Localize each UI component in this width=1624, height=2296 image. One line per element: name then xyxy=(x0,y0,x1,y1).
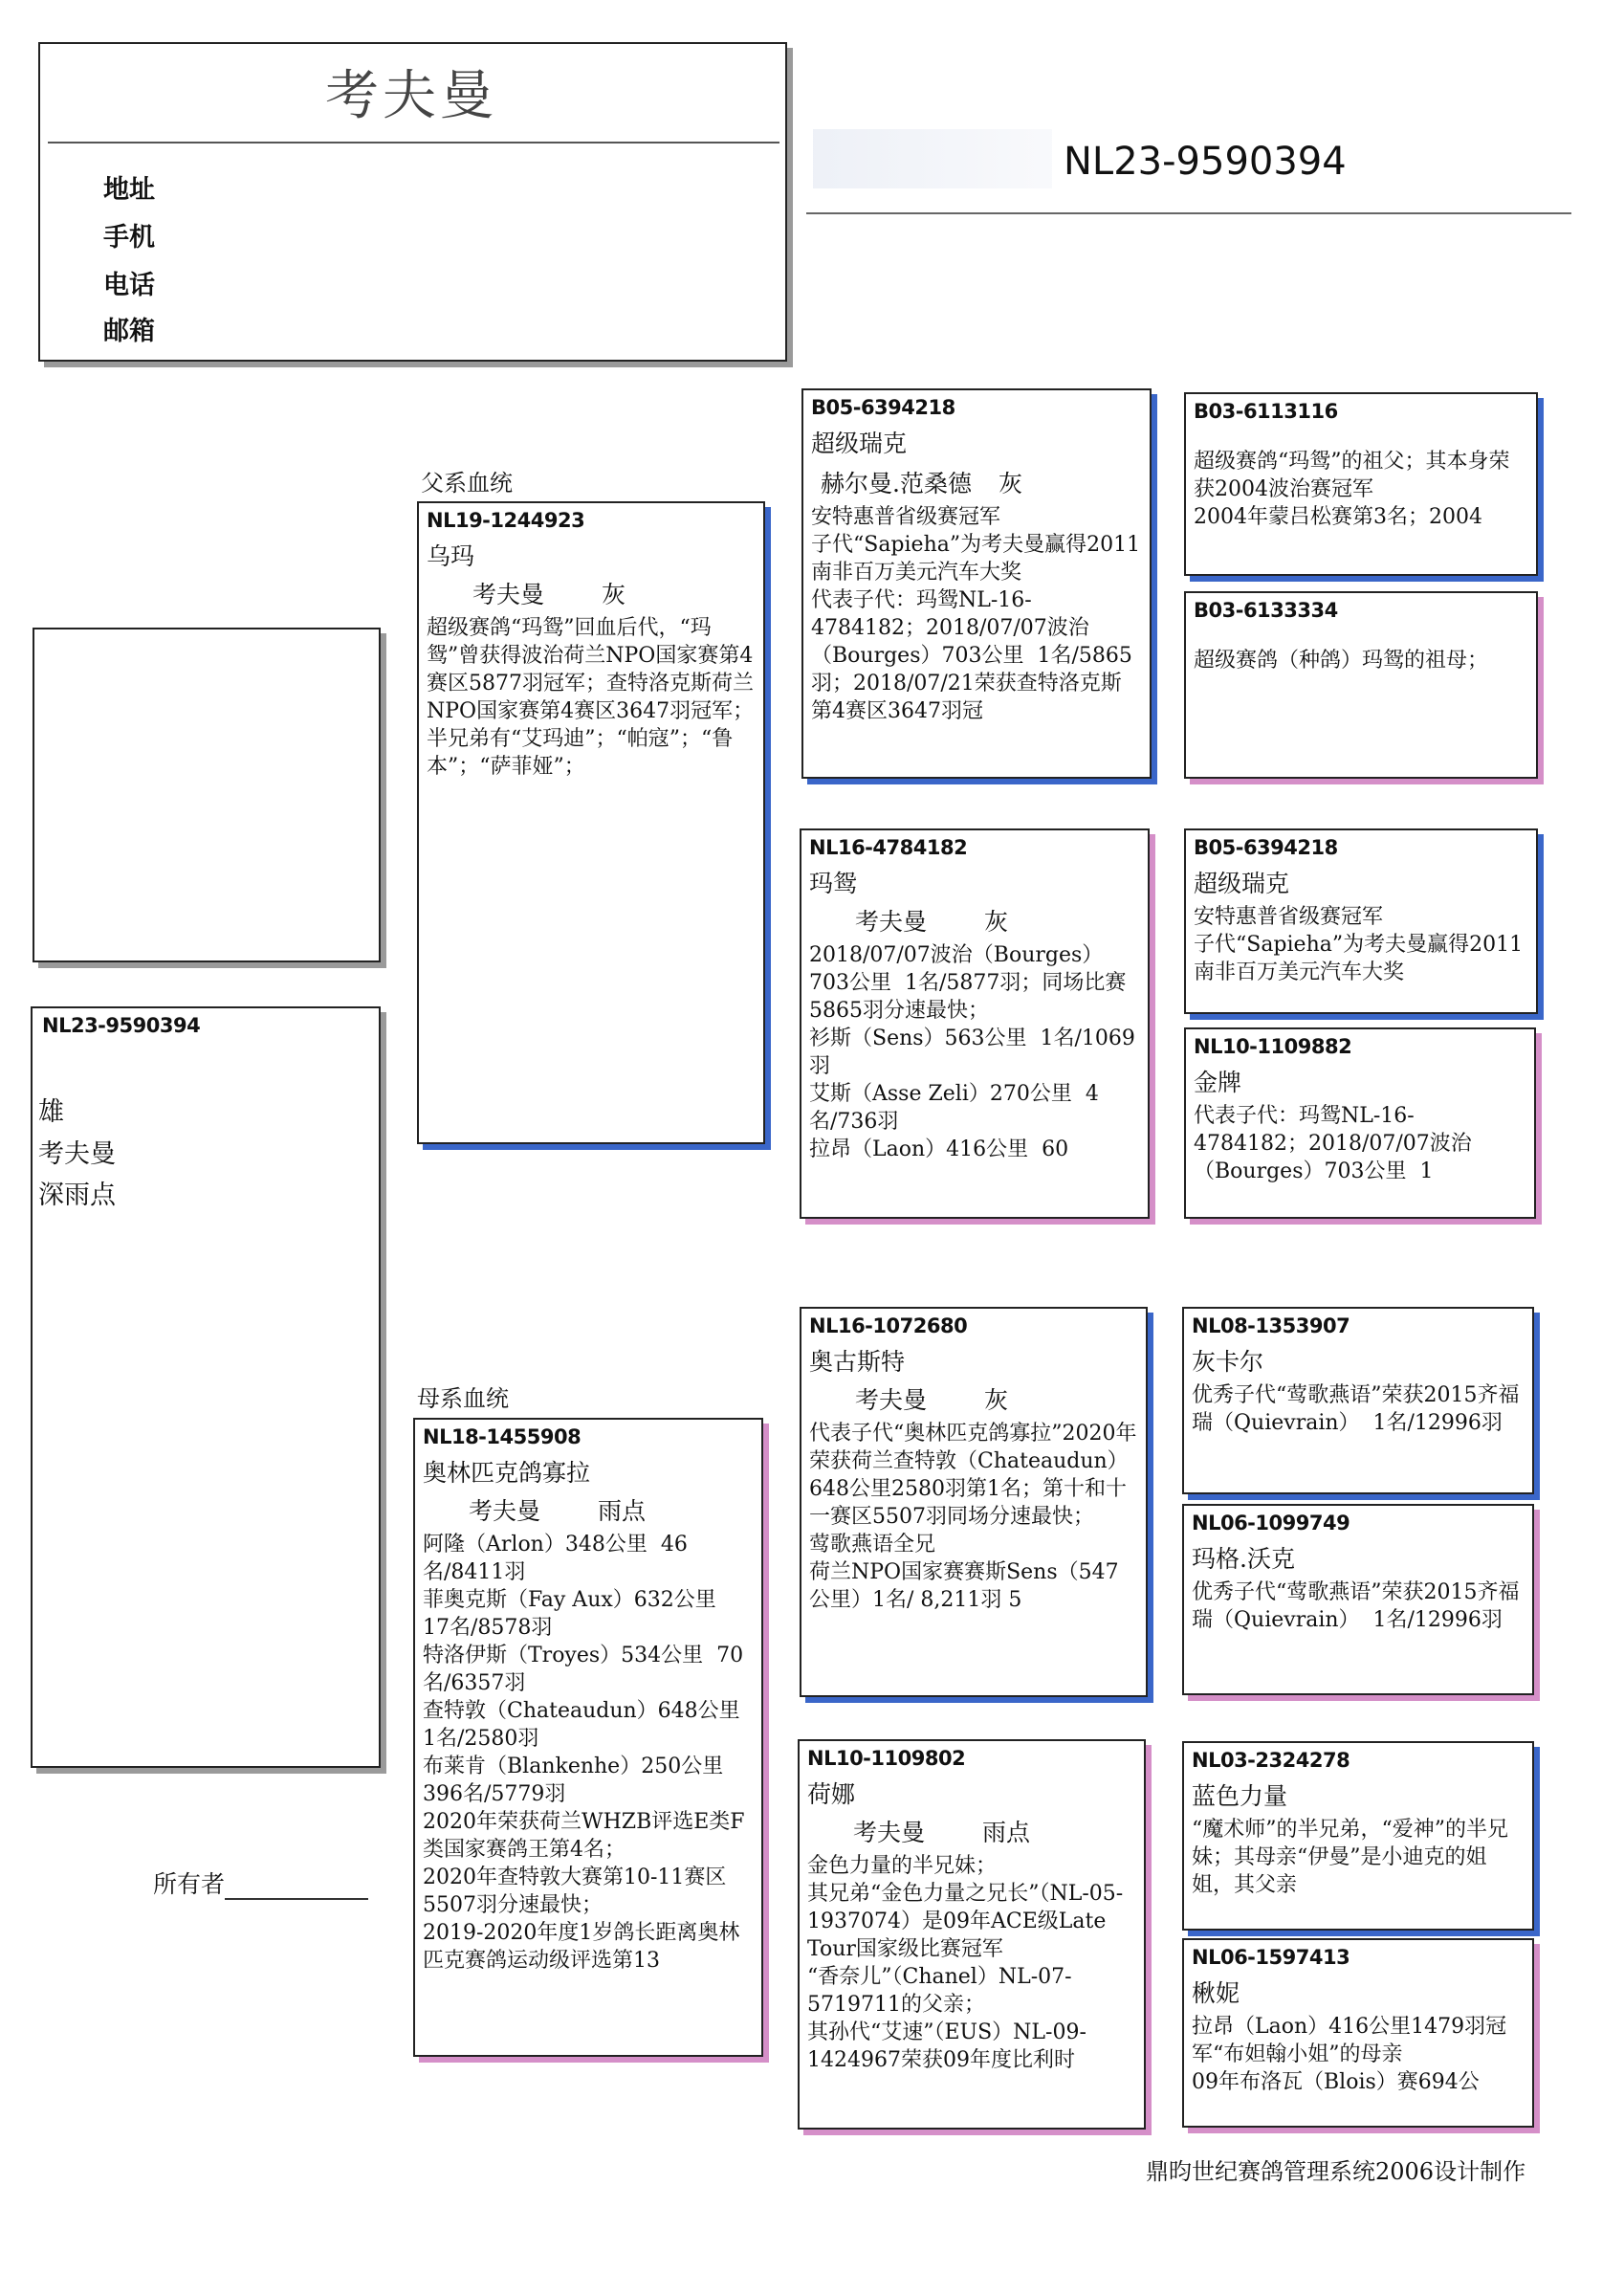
dss-ring: NL08-1353907 xyxy=(1192,1314,1350,1337)
ssd-ring: B03-6133334 xyxy=(1194,599,1338,622)
sire-sire-box xyxy=(801,388,1152,779)
dam-owner-row xyxy=(415,1489,761,1527)
ss-ring: B05-6394218 xyxy=(811,396,955,419)
dam-breeder: 考夫曼 xyxy=(469,1497,541,1525)
sd-ring: NL16-4784182 xyxy=(809,836,968,859)
dam-color: 雨点 xyxy=(598,1497,647,1525)
sdd-name: 金牌 xyxy=(1194,1069,1242,1096)
ds-breeder: 考夫曼 xyxy=(855,1386,928,1414)
sd-breeder: 考夫曼 xyxy=(855,908,928,936)
header-divider xyxy=(48,142,779,144)
ds-color: 灰 xyxy=(984,1386,1009,1414)
subject-sex: 雄 xyxy=(38,1097,64,1127)
footer-credit: 鼎昀世纪赛鸽管理系统2006设计制作 xyxy=(1146,2158,1526,2185)
sds-box xyxy=(1184,828,1538,1014)
subject-color: 深雨点 xyxy=(38,1181,116,1210)
dds-description: “魔术师”的半兄弟，“爱神”的半兄妹；其母亲“伊曼”是小迪克的姐姐，其父亲 xyxy=(1192,1818,1508,1897)
ds-ring: NL16-1072680 xyxy=(809,1314,968,1337)
phone-label: 电话 xyxy=(103,271,155,300)
sds-name: 超级瑞克 xyxy=(1194,870,1290,897)
ssd-description: 超级赛鸽（种鸽）玛鸳的祖母； xyxy=(1194,649,1489,673)
sd-owner-row xyxy=(801,899,1148,938)
ring-underline xyxy=(806,212,1571,214)
dsd-ring: NL06-1099749 xyxy=(1192,1512,1350,1534)
sire-box xyxy=(417,501,765,1144)
photo-box xyxy=(33,628,381,962)
ddd-ring: NL06-1597413 xyxy=(1192,1946,1350,1969)
owner-underline xyxy=(225,1898,368,1900)
dam-line-label: 母系血统 xyxy=(417,1385,509,1412)
subject-ring: NL23-9590394 xyxy=(42,1014,201,1037)
ddd-name: 楸妮 xyxy=(1192,1979,1240,2007)
dd-name: 荷娜 xyxy=(807,1780,856,1808)
ss-breeder: 赫尔曼.范桑德 xyxy=(821,470,972,497)
ds-description: 代表子代“奥林匹克鸽寡拉”2020年荣获荷兰查特敦（Chateaudun）648公里2580羽第1名；第十和十一赛区5507羽同场分速最快； 莺歌燕语全兄 荷兰NPO国家赛赛斯Sens（547 公里）1名/ 8,211羽 5 xyxy=(809,1422,1137,1612)
dsd-box xyxy=(1182,1504,1534,1695)
sd-description: 2018/07/07波治（Bourges）703公里 1名/5877羽；同场比赛5865羽分速最快； 衫斯（Sens）563公里 1名/1069羽 艾斯（Asse Zeli）270公里 4名/736羽 拉昂（Laon）416公里 60 xyxy=(809,943,1135,1161)
sire-dam-box xyxy=(800,828,1150,1219)
dam-box xyxy=(413,1418,763,2057)
scan-smudge xyxy=(813,129,1052,188)
sire-owner-row xyxy=(419,572,763,610)
sdd-description: 代表子代：玛鸳NL-16-4784182；2018/07/07波治（Bourges）703公里 1 xyxy=(1194,1104,1472,1183)
sire-line-label: 父系血统 xyxy=(421,470,513,497)
dsd-description: 优秀子代“莺歌燕语”荣获2015齐福瑞（Quievrain） 1名/12996羽 xyxy=(1192,1580,1520,1632)
dd-ring: NL10-1109802 xyxy=(807,1747,966,1770)
dd-breeder: 考夫曼 xyxy=(853,1819,926,1846)
sire-description: 超级赛鸽“玛鸳”回血后代，“玛鸳”曾获得波治荷兰NPO国家赛第4赛区5877羽冠军；查特洛克斯荷兰NPO国家赛第4赛区3647羽冠军； 半兄弟有“艾玛迪”；“帕寇”；“鲁本”；“萨菲娅”； xyxy=(427,616,755,779)
sss-ring: B03-6113116 xyxy=(1194,400,1338,423)
dds-name: 蓝色力量 xyxy=(1192,1782,1288,1810)
dsd-name: 玛格.沃克 xyxy=(1192,1545,1295,1573)
sire-color: 灰 xyxy=(602,581,626,608)
ss-color: 灰 xyxy=(998,470,1022,497)
pigeon-ring-number: NL23-9590394 xyxy=(1064,140,1347,184)
ss-description: 安特惠普省级赛冠军 子代“Sapieha”为考夫曼赢得2011南非百万美元汽车大奖 代表子代：玛鸳NL-16-4784182；2018/07/07波治（Bourges）703公里 1名/5865羽；2018/07/21荣获查特洛克斯第4赛区3647羽冠 xyxy=(811,505,1141,723)
ss-name: 超级瑞克 xyxy=(811,430,908,457)
email-label: 邮箱 xyxy=(103,317,155,346)
dd-owner-row xyxy=(800,1810,1144,1848)
dam-description: 阿隆（Arlon）348公里 46名/8411羽 菲奥克斯（Fay Aux）632公里 17名/8578羽 特洛伊斯（Troyes）534公里 70名/6357羽 查特敦（Chateaudun）648公里 1名/2580羽 布莱肯（Blankenhe）250公里 396名/5779羽 2020年荣获荷兰WHZB评选E类F类国家赛鸽王第4名； 2020年查特敦大赛第10-11赛区5507羽分速最快； 2019-2020年度1岁鸽长距离奥林匹克赛鸽运动级评选第13 xyxy=(423,1533,745,1973)
dd-color: 雨点 xyxy=(982,1819,1031,1846)
sdd-ring: NL10-1109882 xyxy=(1194,1035,1352,1058)
breeder-name: 考夫曼 xyxy=(325,65,497,127)
dam-ring: NL18-1455908 xyxy=(423,1425,582,1448)
subject-box xyxy=(31,1006,381,1768)
dss-name: 灰卡尔 xyxy=(1192,1348,1264,1376)
dam-name: 奥林匹克鸽寡拉 xyxy=(423,1459,591,1487)
ss-owner-row xyxy=(803,459,1150,499)
owner-label: 所有者 xyxy=(153,1870,226,1898)
owner-line xyxy=(153,1866,368,1900)
sds-description: 安特惠普省级赛冠军 子代“Sapieha”为考夫曼赢得2011南非百万美元汽车大奖 xyxy=(1194,905,1524,984)
sss-box xyxy=(1184,392,1538,576)
sss-description: 超级赛鸽“玛鸳”的祖父；其本身荣获2004波治赛冠军 2004年蒙吕松赛第3名；2004 xyxy=(1194,450,1510,529)
dss-description: 优秀子代“莺歌燕语”荣获2015齐福瑞（Quievrain） 1名/12996羽 xyxy=(1192,1383,1520,1435)
ddd-box xyxy=(1182,1938,1534,2128)
sd-name: 玛鸳 xyxy=(809,870,858,897)
sire-ring: NL19-1244923 xyxy=(427,509,585,532)
sd-color: 灰 xyxy=(984,908,1009,936)
sdd-box xyxy=(1184,1027,1536,1219)
dds-ring: NL03-2324278 xyxy=(1192,1749,1350,1772)
dss-box xyxy=(1182,1307,1534,1494)
dd-description: 金色力量的半兄妹； 其兄弟“金色力量之兄长”（NL-05-1937074）是09年ACE级Late Tour国家级比赛冠军 “香奈儿”（Chanel）NL-07-5719711的父亲； 其孙代“艾速”（EUS）NL-09-1424967荣获09年度比利时 xyxy=(807,1854,1124,2072)
sire-name: 乌玛 xyxy=(427,542,475,570)
ssd-box xyxy=(1184,591,1538,779)
ds-name: 奥古斯特 xyxy=(809,1348,906,1376)
ds-owner-row xyxy=(801,1378,1146,1416)
dam-dam-box xyxy=(798,1739,1146,2130)
address-label: 地址 xyxy=(103,175,155,205)
subject-breeder: 考夫曼 xyxy=(38,1139,116,1169)
dds-box xyxy=(1182,1741,1534,1931)
sire-breeder: 考夫曼 xyxy=(472,581,545,608)
dam-sire-box xyxy=(800,1307,1148,1697)
mobile-label: 手机 xyxy=(103,223,155,253)
ddd-description: 拉昂（Laon）416公里1479羽冠军“布妲翰小姐”的母亲 09年布洛瓦（Blois）赛694公 xyxy=(1192,2015,1507,2094)
sds-ring: B05-6394218 xyxy=(1194,836,1338,859)
